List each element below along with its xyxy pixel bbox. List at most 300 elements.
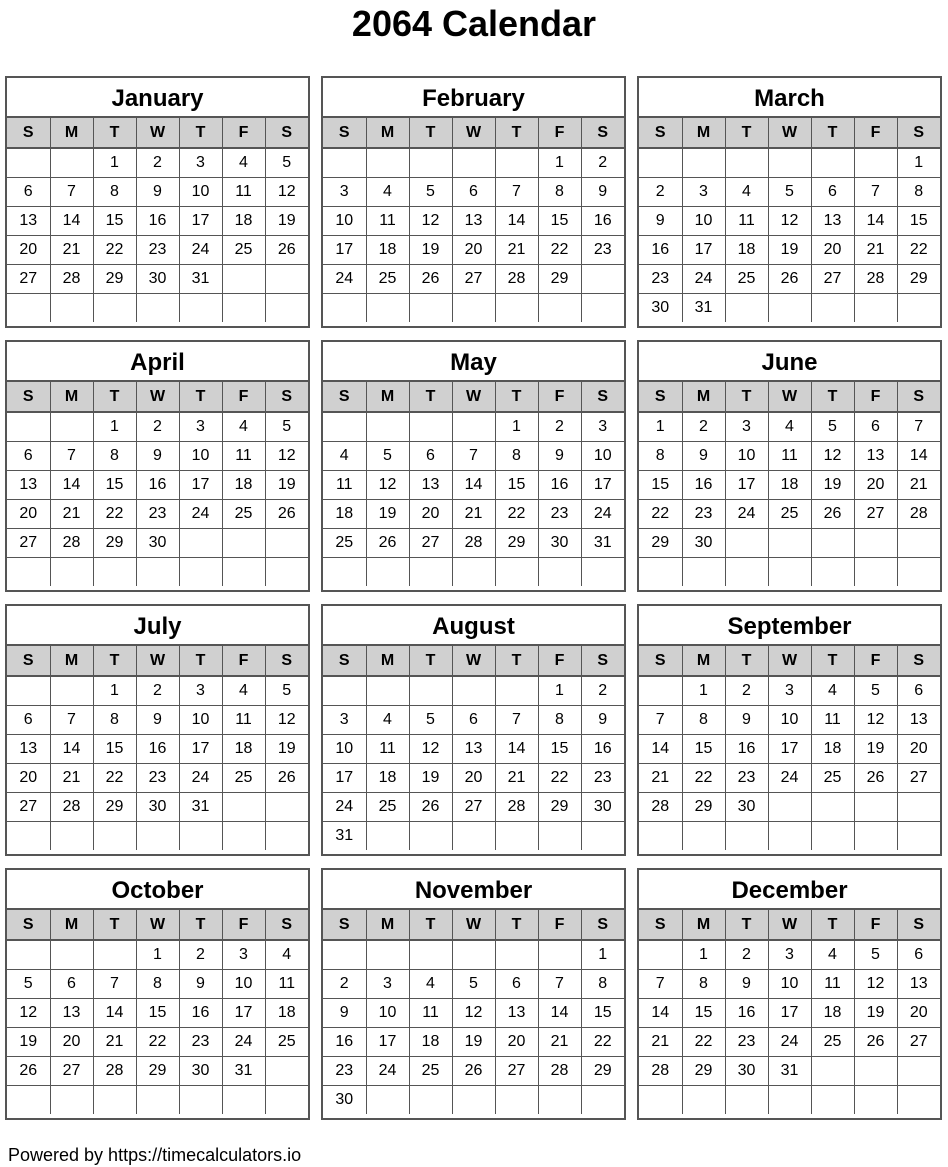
day-cell	[50, 412, 93, 441]
week-row	[7, 1027, 308, 1056]
day-cell	[452, 676, 495, 705]
day-cell: 15	[538, 734, 581, 763]
week-row	[323, 1027, 624, 1056]
day-cell: 8	[538, 177, 581, 206]
day-cell	[495, 557, 538, 586]
day-cell	[50, 940, 93, 969]
week-row	[323, 148, 624, 177]
day-cell: 20	[409, 499, 452, 528]
day-cell	[495, 940, 538, 969]
weekday-header: T	[495, 118, 538, 148]
day-cell: 21	[452, 499, 495, 528]
day-cell	[452, 293, 495, 322]
day-cell: 7	[93, 969, 136, 998]
day-cell: 1	[639, 412, 682, 441]
day-cell: 25	[409, 1056, 452, 1085]
day-cell: 31	[682, 293, 725, 322]
weekday-header: S	[7, 646, 50, 676]
weekday-header: T	[93, 382, 136, 412]
day-cell: 27	[495, 1056, 538, 1085]
day-cell: 29	[538, 792, 581, 821]
day-cell: 24	[179, 763, 222, 792]
weekday-header: S	[7, 910, 50, 940]
day-cell: 23	[682, 499, 725, 528]
day-cell: 20	[811, 235, 854, 264]
day-cell: 1	[93, 412, 136, 441]
weekday-header-row	[639, 646, 940, 676]
month-february	[321, 76, 626, 328]
day-cell: 8	[682, 705, 725, 734]
day-cell: 10	[682, 206, 725, 235]
day-cell: 29	[682, 792, 725, 821]
day-cell: 30	[323, 1085, 366, 1114]
week-row	[323, 705, 624, 734]
day-cell: 18	[222, 206, 265, 235]
day-cell: 25	[366, 264, 409, 293]
day-cell: 3	[222, 940, 265, 969]
day-cell: 9	[538, 441, 581, 470]
week-row	[323, 177, 624, 206]
day-cell	[7, 676, 50, 705]
day-cell: 15	[93, 206, 136, 235]
day-cell: 14	[50, 734, 93, 763]
day-cell: 15	[682, 998, 725, 1027]
weekday-header: W	[768, 118, 811, 148]
day-cell: 19	[265, 470, 308, 499]
day-cell: 1	[93, 676, 136, 705]
day-cell: 15	[639, 470, 682, 499]
day-cell	[495, 1085, 538, 1114]
weekday-header: S	[639, 646, 682, 676]
day-cell: 24	[581, 499, 624, 528]
weekday-header: T	[811, 910, 854, 940]
day-cell: 24	[179, 499, 222, 528]
day-cell	[538, 557, 581, 586]
weekday-header: M	[682, 910, 725, 940]
day-cell: 15	[538, 206, 581, 235]
weekday-header: T	[409, 118, 452, 148]
week-row	[639, 969, 940, 998]
day-cell: 16	[682, 470, 725, 499]
day-cell	[725, 557, 768, 586]
day-cell: 25	[323, 528, 366, 557]
weekday-header: F	[854, 646, 897, 676]
day-cell: 26	[452, 1056, 495, 1085]
weekday-header: W	[452, 646, 495, 676]
day-cell: 7	[897, 412, 940, 441]
day-cell: 12	[265, 705, 308, 734]
week-row	[323, 969, 624, 998]
day-cell	[222, 792, 265, 821]
month-name: January	[7, 78, 308, 118]
weekday-header-row	[7, 382, 308, 412]
day-cell	[639, 940, 682, 969]
weekday-header: T	[409, 646, 452, 676]
day-cell: 23	[639, 264, 682, 293]
day-cell: 14	[897, 441, 940, 470]
day-cell	[265, 1085, 308, 1114]
day-cell: 27	[50, 1056, 93, 1085]
day-cell: 9	[581, 177, 624, 206]
day-cell: 21	[538, 1027, 581, 1056]
weekday-header-row	[7, 910, 308, 940]
day-cell: 14	[93, 998, 136, 1027]
day-cell	[768, 148, 811, 177]
days-table	[323, 382, 624, 586]
weekday-header-row	[323, 646, 624, 676]
day-cell: 26	[768, 264, 811, 293]
day-cell: 24	[725, 499, 768, 528]
day-cell	[811, 1056, 854, 1085]
day-cell	[897, 792, 940, 821]
day-cell: 3	[179, 412, 222, 441]
day-cell: 3	[366, 969, 409, 998]
day-cell: 13	[897, 705, 940, 734]
day-cell	[811, 148, 854, 177]
day-cell: 16	[725, 734, 768, 763]
weekday-header: W	[768, 382, 811, 412]
day-cell: 21	[50, 499, 93, 528]
weekday-header: T	[179, 646, 222, 676]
day-cell: 16	[179, 998, 222, 1027]
weekday-header: F	[538, 646, 581, 676]
weekday-header: S	[897, 910, 940, 940]
day-cell	[50, 148, 93, 177]
day-cell: 19	[854, 734, 897, 763]
day-cell: 6	[7, 441, 50, 470]
weekday-header: M	[366, 646, 409, 676]
week-row	[639, 528, 940, 557]
day-cell: 24	[222, 1027, 265, 1056]
day-cell: 2	[639, 177, 682, 206]
week-row	[639, 557, 940, 586]
day-cell	[409, 293, 452, 322]
day-cell	[854, 821, 897, 850]
weekday-header-row	[7, 646, 308, 676]
day-cell	[725, 1085, 768, 1114]
weekday-header-row	[639, 382, 940, 412]
day-cell	[366, 676, 409, 705]
weekday-header: S	[897, 382, 940, 412]
day-cell: 23	[725, 1027, 768, 1056]
day-cell: 27	[7, 792, 50, 821]
week-row	[323, 264, 624, 293]
weekday-header: S	[323, 910, 366, 940]
day-cell: 17	[179, 470, 222, 499]
weekday-header: M	[50, 646, 93, 676]
day-cell: 15	[495, 470, 538, 499]
day-cell: 21	[854, 235, 897, 264]
day-cell	[50, 293, 93, 322]
day-cell: 5	[366, 441, 409, 470]
week-row	[639, 821, 940, 850]
weekday-header: W	[768, 910, 811, 940]
day-cell: 6	[897, 676, 940, 705]
day-cell	[265, 792, 308, 821]
day-cell: 1	[581, 940, 624, 969]
day-cell	[7, 1085, 50, 1114]
day-cell: 17	[366, 1027, 409, 1056]
day-cell: 18	[768, 470, 811, 499]
week-row	[7, 940, 308, 969]
weekday-header: S	[265, 118, 308, 148]
day-cell: 29	[93, 792, 136, 821]
week-row	[323, 763, 624, 792]
day-cell: 16	[725, 998, 768, 1027]
day-cell	[7, 821, 50, 850]
day-cell: 11	[366, 206, 409, 235]
weekday-header: M	[682, 118, 725, 148]
day-cell	[581, 1085, 624, 1114]
week-row	[639, 1085, 940, 1114]
weekday-header: T	[93, 118, 136, 148]
day-cell	[93, 940, 136, 969]
day-cell: 10	[179, 441, 222, 470]
day-cell: 1	[136, 940, 179, 969]
day-cell: 27	[897, 763, 940, 792]
week-row	[639, 206, 940, 235]
day-cell	[93, 1085, 136, 1114]
weekday-header-row	[323, 118, 624, 148]
weekday-header: S	[639, 910, 682, 940]
day-cell: 21	[495, 763, 538, 792]
day-cell: 18	[323, 499, 366, 528]
day-cell: 23	[136, 499, 179, 528]
day-cell: 11	[323, 470, 366, 499]
weekday-header-row	[639, 910, 940, 940]
weekday-header: S	[639, 382, 682, 412]
day-cell: 28	[93, 1056, 136, 1085]
day-cell: 4	[222, 148, 265, 177]
day-cell: 4	[811, 940, 854, 969]
weekday-header: T	[179, 382, 222, 412]
weekday-header: M	[682, 646, 725, 676]
week-row	[323, 557, 624, 586]
month-october	[5, 868, 310, 1120]
week-row	[639, 940, 940, 969]
day-cell: 17	[768, 998, 811, 1027]
day-cell: 30	[136, 528, 179, 557]
day-cell	[452, 412, 495, 441]
day-cell: 10	[323, 734, 366, 763]
day-cell: 13	[409, 470, 452, 499]
week-row	[7, 821, 308, 850]
weekday-header: M	[366, 118, 409, 148]
month-june	[637, 340, 942, 592]
day-cell: 28	[495, 792, 538, 821]
day-cell: 30	[639, 293, 682, 322]
day-cell: 5	[452, 969, 495, 998]
day-cell	[854, 1056, 897, 1085]
day-cell: 27	[7, 528, 50, 557]
day-cell	[265, 821, 308, 850]
day-cell: 7	[50, 177, 93, 206]
day-cell: 19	[768, 235, 811, 264]
month-name: August	[323, 606, 624, 646]
day-cell: 7	[495, 177, 538, 206]
day-cell: 29	[495, 528, 538, 557]
week-row	[639, 1056, 940, 1085]
day-cell: 20	[7, 763, 50, 792]
day-cell: 31	[179, 792, 222, 821]
day-cell: 13	[452, 206, 495, 235]
day-cell: 20	[897, 998, 940, 1027]
day-cell	[581, 293, 624, 322]
day-cell: 10	[581, 441, 624, 470]
day-cell: 17	[581, 470, 624, 499]
day-cell: 23	[725, 763, 768, 792]
day-cell: 8	[93, 441, 136, 470]
day-cell: 29	[136, 1056, 179, 1085]
day-cell: 20	[854, 470, 897, 499]
day-cell: 29	[93, 264, 136, 293]
day-cell: 13	[854, 441, 897, 470]
day-cell: 11	[366, 734, 409, 763]
day-cell	[179, 293, 222, 322]
day-cell: 29	[538, 264, 581, 293]
day-cell: 6	[811, 177, 854, 206]
day-cell: 3	[323, 177, 366, 206]
weekday-header-row	[639, 118, 940, 148]
weekday-header: M	[682, 382, 725, 412]
week-row	[7, 676, 308, 705]
day-cell: 1	[682, 940, 725, 969]
day-cell	[854, 293, 897, 322]
day-cell: 3	[179, 148, 222, 177]
week-row	[323, 499, 624, 528]
week-row	[7, 412, 308, 441]
day-cell: 21	[639, 1027, 682, 1056]
day-cell: 22	[639, 499, 682, 528]
day-cell: 21	[93, 1027, 136, 1056]
day-cell: 4	[323, 441, 366, 470]
day-cell: 11	[768, 441, 811, 470]
day-cell: 2	[725, 676, 768, 705]
day-cell: 30	[725, 792, 768, 821]
day-cell	[323, 940, 366, 969]
day-cell	[265, 264, 308, 293]
weekday-header: T	[725, 382, 768, 412]
day-cell: 10	[768, 969, 811, 998]
day-cell	[136, 557, 179, 586]
day-cell	[639, 1085, 682, 1114]
day-cell: 22	[495, 499, 538, 528]
day-cell: 13	[7, 734, 50, 763]
days-table	[639, 646, 940, 850]
month-name: December	[639, 870, 940, 910]
day-cell: 20	[7, 235, 50, 264]
week-row	[323, 792, 624, 821]
day-cell: 15	[93, 470, 136, 499]
day-cell: 17	[179, 206, 222, 235]
day-cell	[136, 821, 179, 850]
day-cell: 26	[366, 528, 409, 557]
week-row	[7, 441, 308, 470]
day-cell: 9	[725, 705, 768, 734]
weekday-header: M	[366, 910, 409, 940]
day-cell: 13	[452, 734, 495, 763]
day-cell	[811, 821, 854, 850]
weekday-header: W	[452, 910, 495, 940]
day-cell: 18	[811, 998, 854, 1027]
day-cell: 3	[179, 676, 222, 705]
day-cell: 2	[581, 148, 624, 177]
day-cell: 17	[768, 734, 811, 763]
day-cell: 7	[50, 441, 93, 470]
day-cell	[725, 148, 768, 177]
day-cell	[725, 528, 768, 557]
weekday-header: T	[179, 118, 222, 148]
day-cell: 14	[50, 470, 93, 499]
week-row	[639, 998, 940, 1027]
week-row	[323, 412, 624, 441]
day-cell	[366, 557, 409, 586]
weekday-header: M	[50, 118, 93, 148]
day-cell: 2	[136, 676, 179, 705]
day-cell: 25	[222, 235, 265, 264]
day-cell: 4	[265, 940, 308, 969]
day-cell: 24	[179, 235, 222, 264]
day-cell: 30	[136, 792, 179, 821]
day-cell	[366, 821, 409, 850]
day-cell: 17	[323, 235, 366, 264]
day-cell: 17	[725, 470, 768, 499]
day-cell: 16	[581, 734, 624, 763]
day-cell: 27	[854, 499, 897, 528]
day-cell: 8	[136, 969, 179, 998]
day-cell: 27	[7, 264, 50, 293]
day-cell	[409, 557, 452, 586]
weekday-header: F	[538, 118, 581, 148]
day-cell	[452, 148, 495, 177]
day-cell: 7	[50, 705, 93, 734]
week-row	[7, 969, 308, 998]
day-cell: 20	[495, 1027, 538, 1056]
day-cell: 14	[854, 206, 897, 235]
day-cell: 8	[538, 705, 581, 734]
day-cell	[639, 557, 682, 586]
month-name: July	[7, 606, 308, 646]
day-cell: 10	[179, 705, 222, 734]
day-cell: 18	[409, 1027, 452, 1056]
day-cell: 30	[725, 1056, 768, 1085]
day-cell: 12	[811, 441, 854, 470]
weekday-header: S	[7, 382, 50, 412]
week-row	[7, 734, 308, 763]
weekday-header: S	[639, 118, 682, 148]
day-cell	[495, 821, 538, 850]
day-cell: 30	[179, 1056, 222, 1085]
day-cell: 16	[323, 1027, 366, 1056]
day-cell	[136, 1085, 179, 1114]
day-cell: 11	[811, 705, 854, 734]
week-row	[639, 705, 940, 734]
day-cell: 14	[452, 470, 495, 499]
day-cell: 3	[323, 705, 366, 734]
day-cell	[179, 528, 222, 557]
day-cell: 13	[495, 998, 538, 1027]
day-cell: 5	[409, 705, 452, 734]
week-row	[639, 235, 940, 264]
day-cell: 5	[409, 177, 452, 206]
weekday-header-row	[323, 910, 624, 940]
day-cell: 14	[495, 206, 538, 235]
week-row	[7, 499, 308, 528]
weekday-header: S	[323, 382, 366, 412]
day-cell: 22	[93, 763, 136, 792]
day-cell	[409, 1085, 452, 1114]
day-cell: 10	[366, 998, 409, 1027]
